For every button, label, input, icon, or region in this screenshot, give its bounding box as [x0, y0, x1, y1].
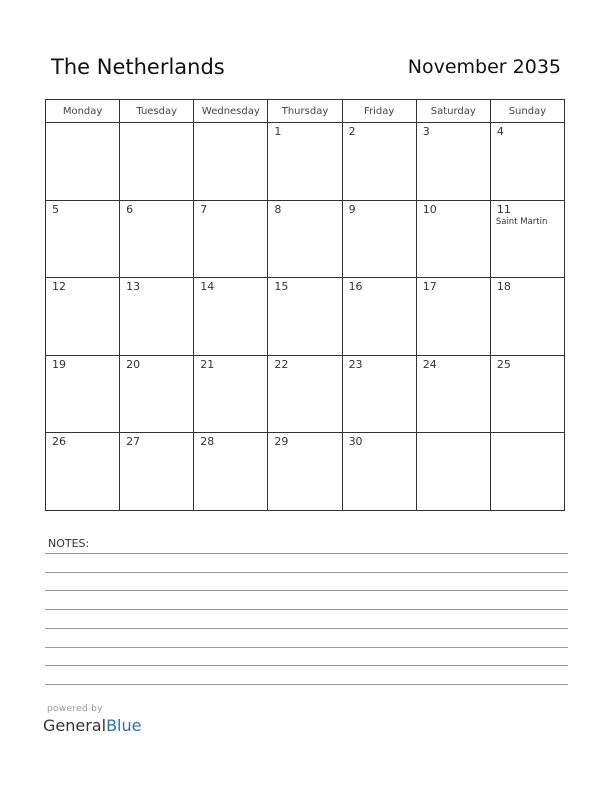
day-cell: [490, 123, 564, 201]
week-row: [46, 278, 565, 356]
weekday-header: Friday: [342, 100, 416, 123]
day-number: 7: [200, 202, 208, 216]
day-cell: [490, 355, 564, 433]
day-number: 12: [52, 280, 66, 294]
country-title: The Netherlands: [51, 55, 225, 79]
weekday-header-row: [46, 100, 565, 123]
day-number: 17: [422, 280, 437, 294]
weekday-header: Wednesday: [194, 100, 268, 123]
day-number: 15: [274, 280, 289, 294]
week-row: [46, 355, 565, 433]
weekday-header: Sunday: [490, 100, 564, 123]
day-number: 27: [126, 435, 141, 449]
day-cell: [342, 200, 416, 278]
note-line: [45, 684, 568, 685]
notes-label: NOTES:: [48, 537, 90, 550]
day-number: 24: [422, 357, 437, 371]
day-cell: [120, 200, 194, 278]
note-line: [45, 572, 568, 573]
day-number: 13: [126, 280, 141, 294]
day-number: 22: [274, 357, 289, 371]
day-number: 14: [200, 280, 215, 294]
day-cell: [416, 123, 490, 201]
day-number: 1: [274, 125, 282, 138]
day-cell: [194, 278, 268, 356]
holiday-label: Saint Martin: [495, 216, 548, 227]
week-row: [46, 200, 565, 278]
day-number: 28: [200, 435, 215, 449]
day-cell: [268, 123, 342, 201]
day-cell: [342, 278, 416, 356]
day-cell: [120, 433, 194, 511]
day-number: 21: [200, 357, 215, 371]
note-line: [45, 665, 568, 666]
day-cell: [194, 200, 268, 278]
day-number: 23: [348, 357, 363, 371]
day-number: 16: [348, 280, 363, 294]
day-cell: [46, 433, 120, 511]
weekday-header: Saturday: [416, 100, 490, 123]
day-number: 2: [348, 125, 356, 138]
day-cell: [194, 355, 268, 433]
day-cell: [46, 355, 120, 433]
day-number: 20: [126, 357, 141, 371]
day-number: 19: [52, 357, 66, 371]
day-cell: [490, 433, 564, 511]
day-number: [120, 123, 193, 125]
day-number: [491, 433, 564, 435]
weekday-header: Monday: [46, 100, 120, 123]
day-cell: [268, 278, 342, 356]
day-cell: [490, 200, 564, 278]
day-number: [417, 433, 490, 435]
day-number: 30: [348, 435, 363, 449]
weekday-header: Thursday: [268, 100, 342, 123]
day-cell: [268, 355, 342, 433]
month-year-title: November 2035: [407, 56, 561, 78]
weekday-header: Tuesday: [120, 100, 194, 123]
day-cell: [268, 200, 342, 278]
day-number: [194, 123, 267, 125]
day-cell: [490, 278, 564, 356]
day-cell: [120, 123, 194, 201]
day-cell: [46, 200, 120, 278]
day-cell: [416, 433, 490, 511]
day-cell: [120, 278, 194, 356]
day-cell: [416, 278, 490, 356]
generalblue-logo: [43, 716, 141, 735]
note-line: [45, 590, 568, 591]
day-number: 3: [422, 125, 430, 138]
day-cell: [416, 355, 490, 433]
day-cell: [46, 278, 120, 356]
powered-by-text: powered by: [47, 704, 103, 714]
logo-general-text: General: [43, 716, 107, 735]
day-number: [46, 123, 119, 125]
day-number: 25: [496, 357, 511, 371]
day-number: 26: [52, 435, 66, 449]
note-line: [45, 553, 568, 554]
note-line: [45, 628, 568, 629]
day-number: 6: [126, 202, 134, 216]
day-number: 18: [496, 280, 511, 294]
day-number: 9: [348, 202, 356, 216]
day-cell: [120, 355, 194, 433]
note-line: [45, 647, 568, 648]
day-number: 11: [496, 202, 511, 216]
calendar-grid: [45, 99, 565, 511]
day-number: 29: [274, 435, 289, 449]
logo-blue-text: Blue: [106, 716, 142, 735]
day-cell: [416, 200, 490, 278]
day-cell: [194, 123, 268, 201]
day-cell: [342, 433, 416, 511]
day-cell: [194, 433, 268, 511]
day-cell: [342, 355, 416, 433]
week-row: [46, 433, 565, 511]
day-number: 8: [274, 202, 282, 216]
day-cell: [46, 123, 120, 201]
day-cell: [268, 433, 342, 511]
week-row: [46, 123, 565, 201]
day-number: 4: [496, 125, 504, 138]
day-number: 5: [52, 202, 59, 216]
day-number: 10: [422, 202, 437, 216]
note-line: [45, 609, 568, 610]
day-cell: [342, 123, 416, 201]
